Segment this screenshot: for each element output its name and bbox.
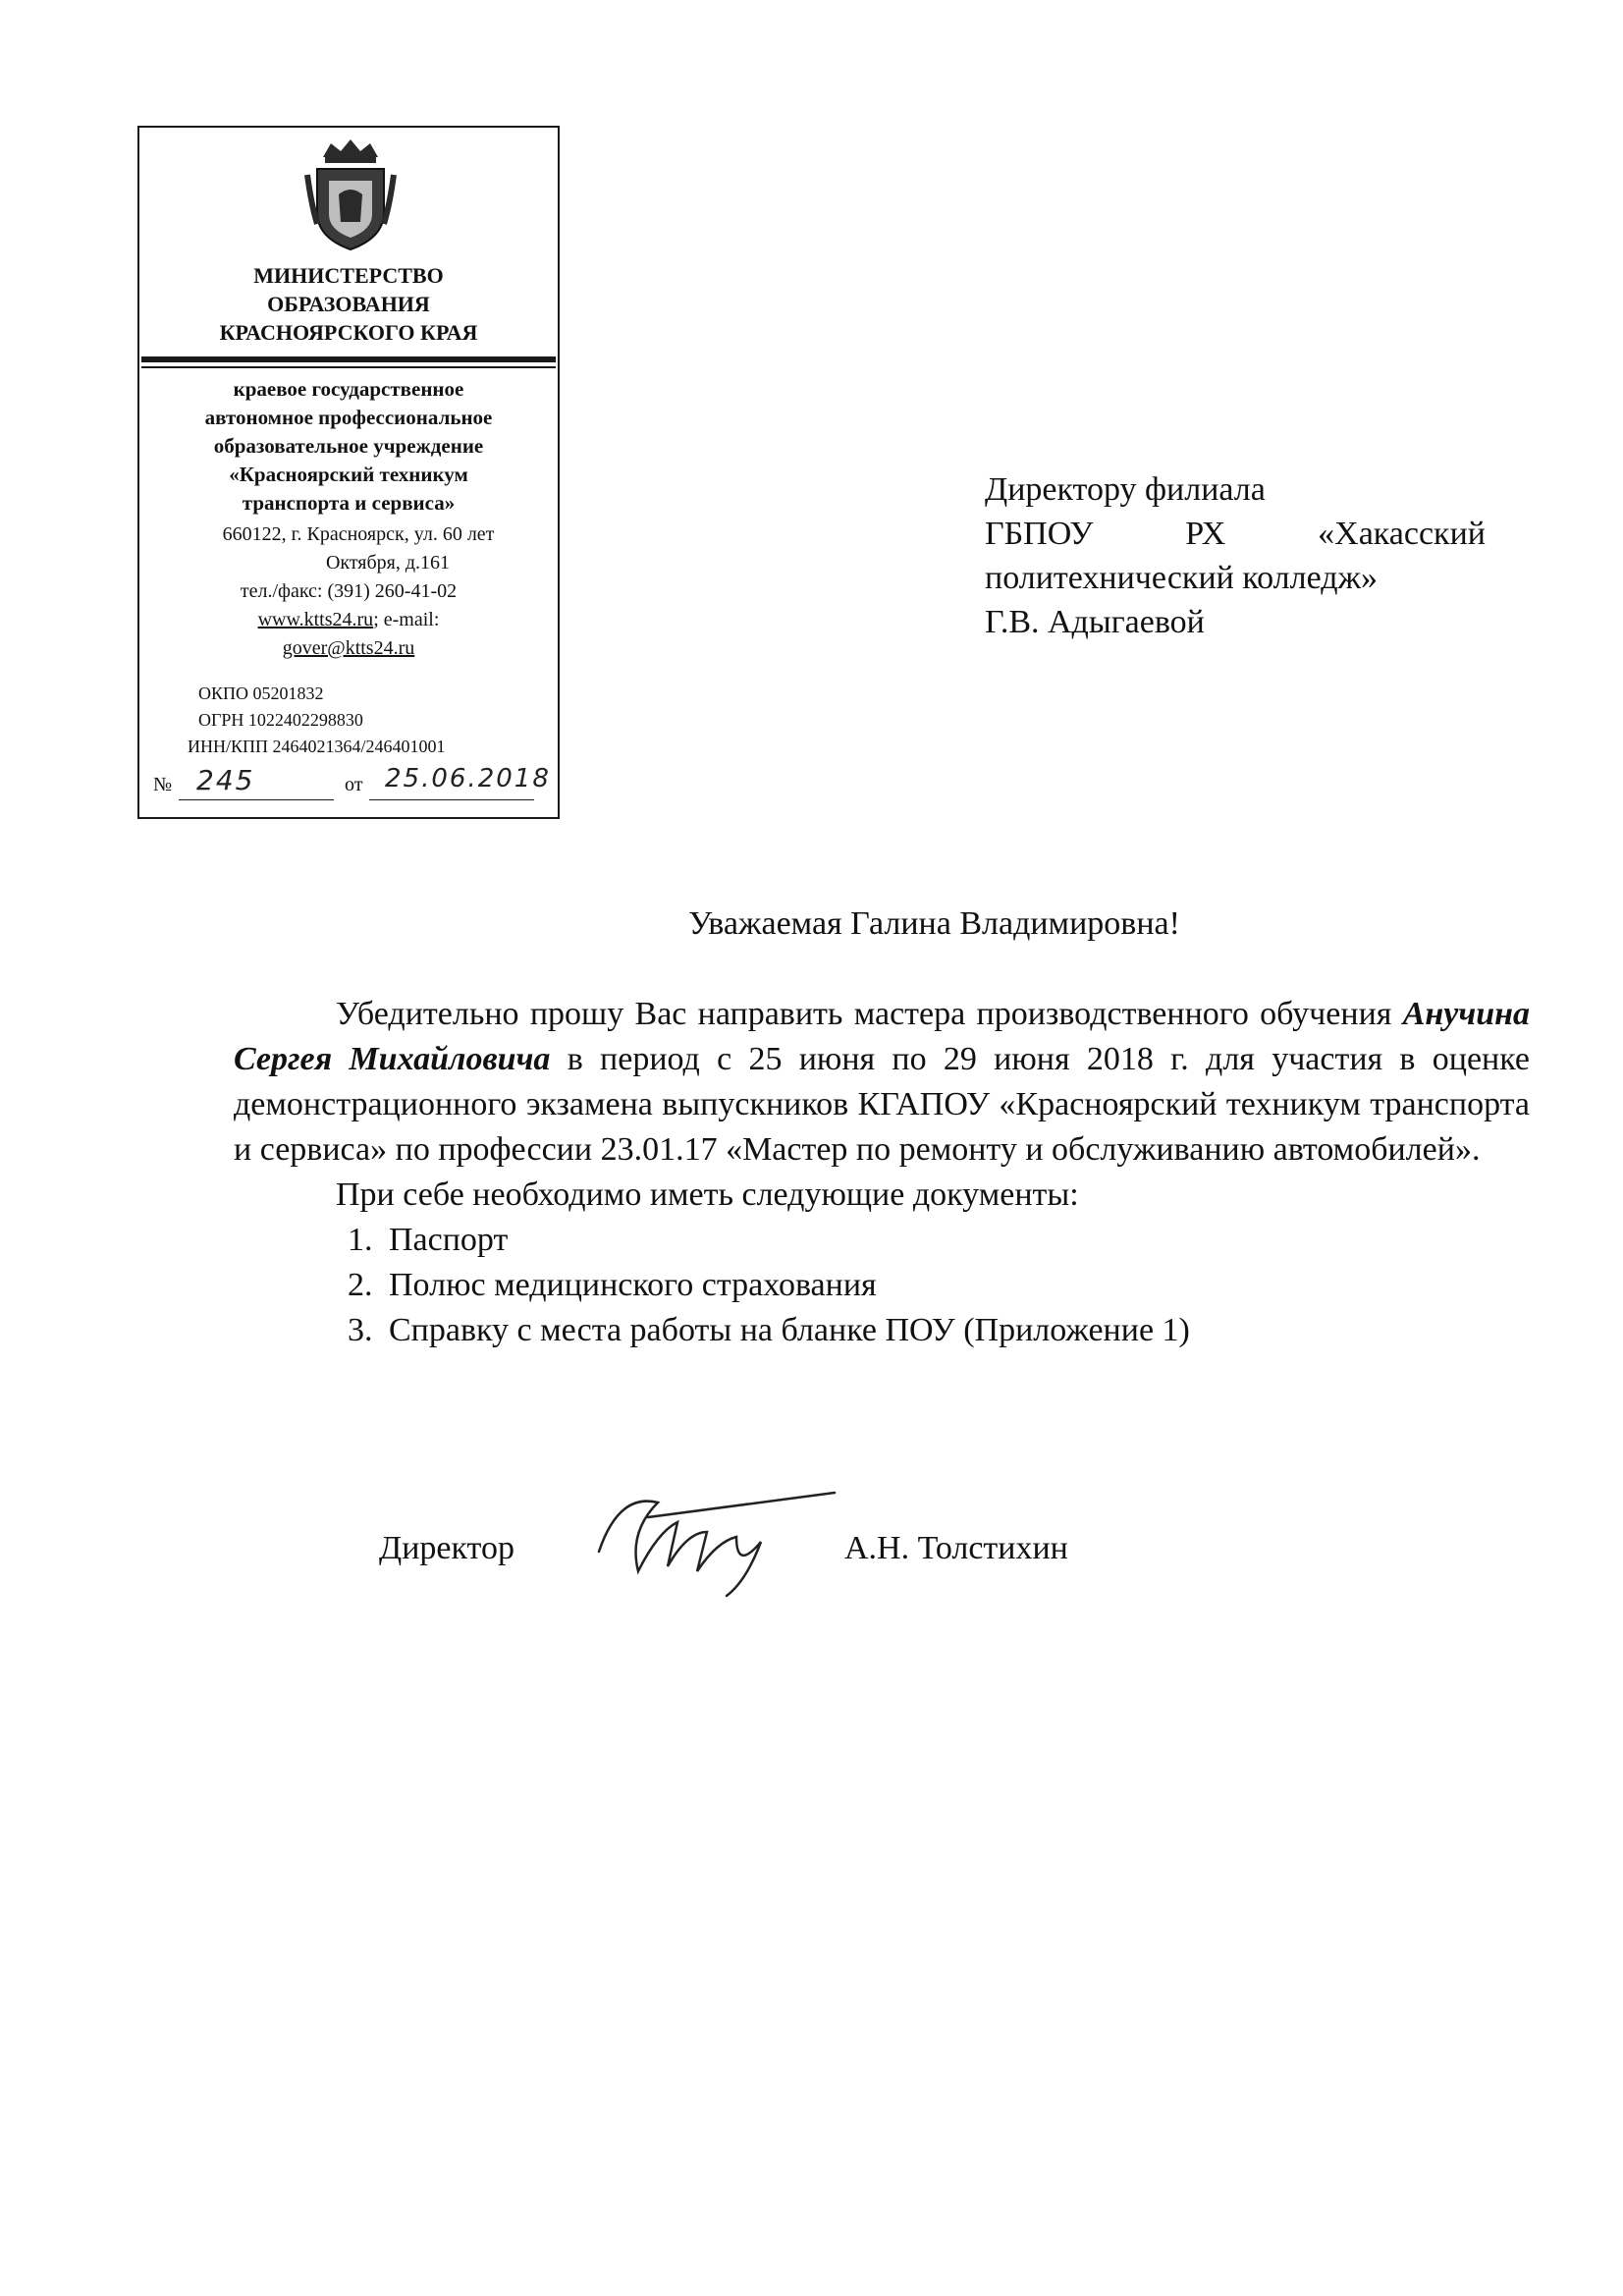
- website-link[interactable]: www.ktts24.ru: [257, 609, 374, 630]
- address-line: 660122, г. Красноярск, ул. 60 лет: [222, 523, 495, 545]
- ogrn-code: ОГРН 1022402298830: [198, 710, 363, 730]
- divider: [141, 356, 556, 362]
- org-line: автономное профессиональное: [204, 406, 493, 429]
- paragraph-text: в период с 25 июня по 29 июня 2018 г. для участия в оценке демонстрационного экзамена выпускников КГАПОУ «Красноярский техникум транспорта и сервиса» по профессии 23.01.17 «Мастер по ремонту и обслуживанию автомобилей».: [234, 1041, 1531, 1168]
- address-line: Октября, д.161: [325, 552, 451, 574]
- request-paragraph: [234, 992, 1530, 1173]
- number-label: №: [153, 774, 173, 795]
- letterhead-stamp: [137, 126, 560, 819]
- date-underline: [369, 799, 534, 800]
- addressee-word: РХ: [1185, 516, 1226, 552]
- org-line: краевое государственное: [233, 377, 464, 401]
- ministry-name: [139, 261, 558, 347]
- handwritten-number: 245: [196, 764, 255, 796]
- addressee-block: [985, 467, 1486, 644]
- web-email-line: [139, 606, 558, 634]
- documents-intro: При себе необходимо иметь следующие документы:: [336, 1176, 1079, 1213]
- list-item: 3. Справку с места работы на бланке ПОУ (Приложение 1): [381, 1308, 1530, 1353]
- outgoing-number-line: [153, 764, 551, 803]
- addressee-line: политехнический колледж»: [985, 560, 1379, 596]
- divider: [141, 366, 556, 368]
- registration-codes: [184, 681, 446, 760]
- organization-name: [139, 375, 558, 518]
- addressee-line: Г.В. Адыгаевой: [985, 604, 1205, 640]
- coat-of-arms-icon: [303, 136, 398, 253]
- inn-kpp-code: ИНН/КПП 2464021364/246401001: [188, 737, 446, 756]
- ministry-line: КРАСНОЯРСКОГО КРАЯ: [219, 320, 478, 345]
- list-item: 1. Паспорт: [381, 1218, 1530, 1263]
- documents-list: [234, 1218, 1530, 1353]
- phone-fax: тел./факс: (391) 260-41-02: [240, 580, 458, 602]
- addressee-line: [985, 512, 1486, 556]
- letter-body: [234, 992, 1530, 1353]
- handwritten-date: 25.06.2018: [385, 764, 551, 793]
- handwritten-signature: [589, 1473, 844, 1601]
- person-name: Анучина Сергея Михайловича: [234, 996, 1530, 1077]
- ministry-line: МИНИСТЕРСТВО: [253, 263, 444, 288]
- org-line: транспорта и сервиса»: [242, 491, 456, 515]
- org-line: образовательное учреждение: [213, 434, 484, 458]
- email-link[interactable]: gover@ktts24.ru: [282, 637, 415, 659]
- contact-block: [139, 520, 558, 663]
- addressee-word: «Хакасский: [1318, 516, 1486, 552]
- salutation: Уважаемая Галина Владимировна!: [688, 905, 1180, 942]
- signatory-title: Директор: [379, 1530, 514, 1566]
- addressee-line: Директору филиала: [985, 471, 1266, 508]
- date-label: от: [345, 774, 363, 795]
- paragraph-text: Убедительно прошу Вас направить мастера производственного обучения: [336, 996, 1403, 1032]
- okpo-code: ОКПО 05201832: [198, 683, 324, 703]
- signatory-name: А.Н. Толстихин: [844, 1530, 1068, 1566]
- addressee-word: ГБПОУ: [985, 516, 1094, 552]
- email-label: ; e-mail:: [373, 609, 440, 630]
- ministry-line: ОБРАЗОВАНИЯ: [267, 292, 430, 316]
- number-underline: [179, 799, 334, 800]
- org-line: «Красноярский техникум: [229, 463, 468, 486]
- list-item: 2. Полюс медицинского страхования: [381, 1263, 1530, 1308]
